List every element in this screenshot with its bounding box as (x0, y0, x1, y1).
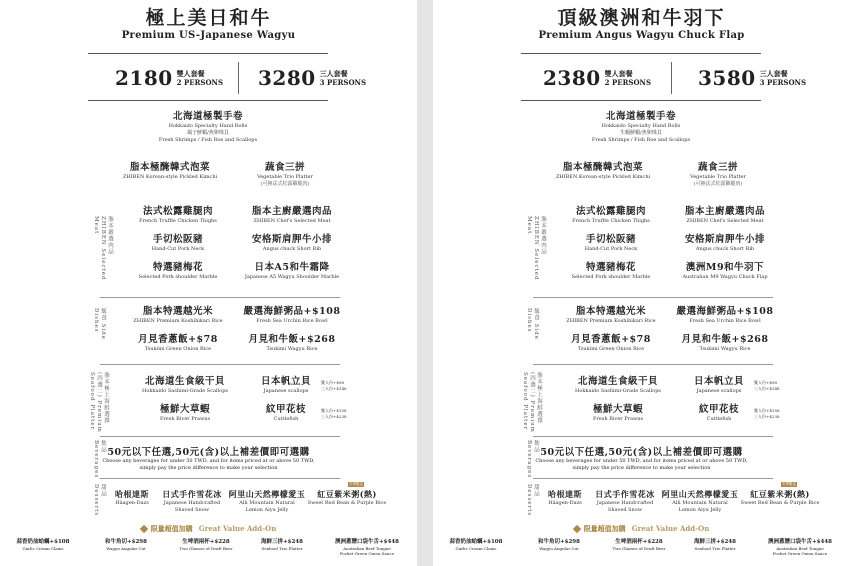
item-name: 生啤酒兩杯+$228 (615, 539, 663, 545)
heading-zh: 限量超值加購 (583, 524, 626, 533)
item-english: Tsukimi Green Onion Rice (577, 346, 645, 352)
item-english: ZHIBEN Chef's Selected Meat (253, 218, 331, 224)
rice-item (665, 334, 785, 353)
great-value-heading (0, 524, 417, 534)
heading-zh: 限量超值加購 (150, 524, 193, 533)
item-name: 脂本極醃韓式泡菜 (562, 162, 643, 173)
item-english: Häagen-Dazs (548, 500, 582, 506)
item-name: 月見和牛飯+$268 (248, 334, 336, 345)
meat-item (118, 206, 238, 225)
item-english: Japanese Handcrafted (596, 500, 654, 506)
diamond-icon (572, 525, 580, 533)
item-name: 紋甲花枝 (265, 404, 306, 415)
item-name: 手切松阪豬 (585, 234, 636, 245)
meat-item (118, 234, 238, 253)
divider (533, 297, 773, 298)
addon-item (679, 539, 751, 551)
addon-item (599, 539, 679, 551)
addon-item (166, 539, 246, 551)
item-name: 哈根達斯 (548, 489, 582, 499)
divider (88, 100, 328, 101)
item-english: French Truffle Chicken Thighs (572, 218, 650, 224)
section-label-meat: 脂本嚴選肉品 ZHIBEN Selected Meat (526, 216, 546, 281)
item-name: 日本A5和牛霜降 (254, 262, 330, 273)
item-note: (可換法式松露雞腿肉) (693, 181, 743, 187)
rice-item (232, 306, 352, 325)
item-english: Seafood Trio Platter (694, 546, 736, 551)
item-name: 月見香蔥飯+$78 (571, 334, 651, 345)
menu-subtitle: Premium US-Japanese Wagyu (121, 30, 296, 41)
item-english: Japanese A5 Wagyu Shoulder Marble (244, 274, 340, 280)
rice-item (551, 306, 671, 325)
item-name: 安格斯肩胛牛小排 (684, 234, 765, 245)
item-english: Cuttlefish (273, 416, 299, 422)
price-value: 3580 (698, 66, 756, 90)
seafood-item (558, 404, 678, 423)
item-detail-english: Fresh Shrimps / Fish Roe and Scallops (158, 137, 258, 143)
item-english: Sweet Red Bean & Purple Rice (740, 500, 820, 506)
menu-title: 頂級澳洲和牛羽下 (557, 7, 726, 29)
item-english: Garlic Cream Clams (455, 546, 497, 551)
addon-item (86, 539, 166, 551)
item-english: Vegetable Trio Platter (257, 174, 313, 180)
section-label-desserts: 甜品 Desserts (526, 484, 539, 517)
item-english: Cuttlefish (706, 416, 732, 422)
rice-item (551, 334, 671, 353)
item-english: Selected Pork shoulder Marble (571, 274, 651, 280)
item-name: 北海道極製手卷 (605, 111, 676, 122)
item-name: 脂本特選越光米 (142, 306, 213, 317)
dessert-item (655, 488, 745, 514)
price-value: 2380 (543, 66, 601, 90)
item-name: 北海道極製手卷 (172, 111, 243, 122)
divider (100, 436, 340, 437)
menu-page-right (433, 0, 850, 566)
item-english: Australian Beef Tongue (776, 546, 824, 551)
item-name: 阿里山天然檸檬愛玉 (228, 489, 306, 499)
item-name: 北海道生食級干貝 (577, 376, 658, 387)
price-label: 雙人套餐 2 PERSONS (176, 69, 224, 87)
meat-item (551, 206, 671, 225)
addon-item (519, 539, 599, 551)
vegetable-platter (668, 162, 768, 188)
item-name: 蒜香奶油蛤蠣+$108 (16, 539, 70, 545)
addon-item (2, 539, 84, 551)
item-english: ZHIBEN Korean-style Pickled Kimchi (122, 174, 218, 180)
item-english: Tsukimi Wagyu Rice (699, 346, 751, 352)
item-english: Seafood Trio Platter (261, 546, 303, 551)
great-value-heading (433, 524, 850, 534)
item-name: 蔬食三拼 (264, 162, 305, 173)
item-name: 澳洲蔥鹽口袋牛舌+$448 (768, 539, 832, 545)
beverage-rule: 50元以下任選,50元(含)以上補差價即可選購 (107, 447, 310, 458)
price-3-persons (698, 66, 806, 90)
item-english: ZHIBEN Chef's Selected Meat (686, 218, 764, 224)
divider (100, 478, 340, 479)
beverage-rule-english: Choose any beverages for under 50 TWD, and for items priced at or above 50 TWD, (535, 458, 748, 464)
item-detail: 風子鮮蝦/魚卵珠貝 (187, 130, 229, 136)
rice-item (232, 334, 352, 353)
rice-item (665, 306, 785, 325)
meat-item (232, 234, 352, 253)
item-name: 紋甲花枝 (698, 404, 739, 415)
item-name: 嚴選海鮮粥品+$108 (243, 306, 341, 317)
item-detail-english: Fresh Shrimps / Fish Roe and Scallops (591, 137, 691, 143)
meat-item (551, 234, 671, 253)
heading-en: Great Value Add-On (631, 524, 710, 533)
item-english: Alli Mountain Natural (239, 500, 295, 506)
winter-limited-badge: 冬季限定 (349, 482, 363, 486)
divider (671, 62, 672, 94)
item-name: 生啤酒兩杯+$228 (182, 539, 230, 545)
item-english: Hand-Cut Pork Neck (584, 246, 638, 252)
meat-item (665, 206, 785, 225)
seafood-item (125, 404, 245, 423)
item-english: Sweet Red Bean & Purple Rice (307, 500, 387, 506)
section-label-beverages: 飲品 Beverages (93, 440, 106, 479)
upcharge-note: 雙人份+$98 三人份+$148 (321, 380, 347, 391)
price-2-persons (115, 66, 223, 90)
menu-subtitle: Premium Angus Wagyu Chuck Flap (538, 30, 745, 41)
item-name: 日本帆立貝 (693, 376, 744, 387)
item-english: Fresh River Prawns (592, 416, 644, 422)
item-english: Wagyu Angular Cut (539, 546, 579, 551)
item-name: 脂本極醃韓式泡菜 (129, 162, 210, 173)
item-english: Australian Beef Tongue (343, 546, 391, 551)
section-label-seafood: 脂本極上海鮮選擇 (四選二) Premium Seafood Platter (522, 372, 542, 433)
item-name: 蒜香奶油蛤蠣+$108 (449, 539, 503, 545)
beverage-info (0, 444, 417, 471)
item-name: 特選豬梅花 (152, 262, 203, 273)
item-name: 海鮮三拼+$248 (694, 539, 736, 545)
item-english: French Truffle Chicken Thighs (139, 218, 217, 224)
item-name: 紅豆紫米粥(熱) (317, 489, 377, 499)
item-english: Shaved Snow (607, 507, 643, 513)
item-name: 脂本特選越光米 (575, 306, 646, 317)
item-english: Alli Mountain Natural (672, 500, 728, 506)
item-english: Fresh River Prawns (159, 416, 211, 422)
item-name: 北海道生食級干貝 (144, 376, 225, 387)
divider (533, 364, 773, 365)
price-label: 三人套餐 3 PERSONS (319, 69, 367, 87)
section-label-seafood: 脂本極上海鮮選擇 (四選二) Premium Seafood Platter (89, 372, 109, 433)
kimchi (110, 162, 230, 181)
dessert-item (735, 488, 825, 507)
item-english: Hokkaido Specialty Hand Rolls (601, 123, 681, 129)
meat-item (551, 262, 671, 281)
price-3-persons (258, 66, 366, 90)
item-english: Two Glasses of Draft Beer (179, 546, 233, 551)
beverage-rule-english: simply pay the price difference to make your selection (139, 464, 278, 471)
price-label: 三人套餐 3 PERSONS (759, 69, 807, 87)
rice-item (118, 306, 238, 325)
item-name: 極鮮大草蝦 (159, 404, 210, 415)
item-name: 日式手作雪花冰 (595, 489, 655, 499)
heading-en: Great Value Add-On (198, 524, 277, 533)
item-english: Garlic Cream Clams (22, 546, 64, 551)
item-name: 哈根達斯 (115, 489, 149, 499)
item-english: Häagen-Dazs (115, 500, 149, 506)
item-english: Hokkaido Sashimi-Grade Scallops (142, 388, 228, 394)
rice-item (118, 334, 238, 353)
price-2-persons (543, 66, 651, 90)
addon-item (318, 539, 416, 556)
item-english: Angus chuck Short Rib (695, 246, 755, 252)
section-label-rice: 飯食 Side Dishes (526, 308, 539, 341)
divider (521, 53, 761, 54)
item-name: 嚴選海鮮粥品+$108 (676, 306, 774, 317)
meat-item (232, 206, 352, 225)
item-name: 手切松阪豬 (152, 234, 203, 245)
kimchi (543, 162, 663, 181)
meat-item (232, 262, 352, 281)
dessert-item (585, 488, 665, 514)
divider (533, 436, 773, 437)
item-name: 澳洲蔥鹽口袋牛舌+$448 (335, 539, 399, 545)
vegetable-platter (235, 162, 335, 188)
item-name: 阿里山天然檸檬愛玉 (661, 489, 739, 499)
item-english: Fresh Sea Urchin Rice Bowl (256, 318, 328, 324)
divider (533, 478, 773, 479)
item-english: ZHIBEN Premium Koshihikari Rice (566, 318, 656, 324)
section-label-desserts: 甜品 Desserts (93, 484, 106, 517)
price-value: 3280 (258, 66, 316, 90)
dessert-item (152, 488, 232, 514)
item-english: Two Glasses of Draft Beer (612, 546, 666, 551)
item-english: Japanese scallops (263, 388, 309, 394)
item-name: 脂本主廚嚴選肉品 (684, 206, 765, 217)
item-english: Lemon Aiyu Jelly (678, 507, 722, 513)
dessert-item (302, 488, 392, 507)
addon-item (246, 539, 318, 551)
hokkaido-hand-rolls (541, 111, 741, 144)
item-english: Pocket Green Onion Sauce (339, 551, 395, 556)
addon-item (751, 539, 849, 556)
section-label-rice: 飯食 Side Dishes (93, 308, 106, 341)
divider (100, 297, 340, 298)
page-gap (417, 0, 433, 566)
item-english: Hokkaido Sashimi-Grade Scallops (575, 388, 661, 394)
item-name: 紅豆紫米粥(熱) (750, 489, 810, 499)
item-english: Angus chuck Short Rib (262, 246, 322, 252)
item-detail: 生蝦鮮蝦/魚卵珠貝 (620, 130, 662, 136)
seafood-item (246, 404, 326, 423)
addon-item (435, 539, 517, 551)
seafood-item (125, 376, 245, 395)
item-english: Tsukimi Green Onion Rice (144, 346, 212, 352)
item-name: 澳洲M9和牛羽下 (685, 262, 765, 273)
item-english: Japanese scallops (696, 388, 742, 394)
item-english: Japanese Handcrafted (163, 500, 221, 506)
item-name: 安格斯肩胛牛小排 (251, 234, 332, 245)
item-english: Australian M9 Wagyu Chuck Flap (682, 274, 768, 280)
item-english: Tsukimi Wagyu Rice (266, 346, 318, 352)
item-name: 和牛角切+$298 (538, 539, 580, 545)
beverage-rule-english: Choose any beverages for under 50 TWD, and for items priced at or above 50 TWD, (102, 458, 315, 464)
item-english: Wagyu Angular Cut (106, 546, 146, 551)
item-english: ZHIBEN Korean-style Pickled Kimchi (555, 174, 651, 180)
item-name: 極鮮大草蝦 (592, 404, 643, 415)
seafood-item (558, 376, 678, 395)
divider (521, 100, 761, 101)
price-label: 雙人套餐 2 PERSONS (604, 69, 652, 87)
item-english: ZHIBEN Premium Koshihikari Rice (133, 318, 223, 324)
item-english: Lemon Aiyu Jelly (245, 507, 289, 513)
meat-item (665, 262, 785, 281)
divider (88, 53, 328, 54)
diamond-icon (139, 525, 147, 533)
item-note: (可換法式松露雞腿肉) (260, 181, 310, 187)
item-name: 法式松露雞腿肉 (575, 206, 646, 217)
section-label-meat: 脂本嚴選肉品 ZHIBEN Selected Meat (93, 216, 113, 281)
divider (100, 364, 340, 365)
item-name: 特選豬梅花 (585, 262, 636, 273)
upcharge-note: 雙人份+$158 三人份+$238 (754, 408, 780, 419)
beverage-rule-english: simply pay the price difference to make your selection (572, 464, 711, 471)
dessert-item (222, 488, 312, 514)
seafood-item (679, 404, 759, 423)
beverage-rule: 50元以下任選,50元(含)以上補差價即可選購 (540, 447, 743, 458)
item-english: Hand-Cut Pork Neck (151, 246, 205, 252)
item-name: 月見香蔥飯+$78 (138, 334, 218, 345)
menu-page-left (0, 0, 417, 566)
price-value: 2180 (115, 66, 173, 90)
item-english: Selected Pork shoulder Marble (138, 274, 218, 280)
item-name: 日式手作雪花冰 (162, 489, 222, 499)
item-english: Shaved Snow (174, 507, 210, 513)
meat-item (665, 234, 785, 253)
item-english: Fresh Sea Urchin Rice Bowl (689, 318, 761, 324)
item-name: 月見和牛飯+$268 (681, 334, 769, 345)
upcharge-note: 雙人份+$158 三人份+$238 (321, 408, 347, 419)
item-name: 海鮮三拼+$248 (261, 539, 303, 545)
winter-limited-badge: 冬季限定 (782, 482, 796, 486)
seafood-item (246, 376, 326, 395)
item-english: Hokkaido Specialty Hand Rolls (168, 123, 248, 129)
item-name: 脂本主廚嚴選肉品 (251, 206, 332, 217)
item-english: Pocket Green Onion Sauce (772, 551, 828, 556)
item-name: 和牛角切+$298 (105, 539, 147, 545)
item-name: 日本帆立貝 (260, 376, 311, 387)
divider (238, 62, 239, 94)
menu-title: 極上美日和牛 (145, 7, 272, 29)
item-name: 法式松露雞腿肉 (142, 206, 213, 217)
item-name: 蔬食三拼 (697, 162, 738, 173)
upcharge-note: 雙人份+$98 三人份+$148 (754, 380, 780, 391)
section-label-beverages: 飲品 Beverages (526, 440, 539, 479)
beverage-info (433, 444, 850, 471)
hokkaido-hand-rolls (108, 111, 308, 144)
item-english: Vegetable Trio Platter (690, 174, 746, 180)
meat-item (118, 262, 238, 281)
seafood-item (679, 376, 759, 395)
